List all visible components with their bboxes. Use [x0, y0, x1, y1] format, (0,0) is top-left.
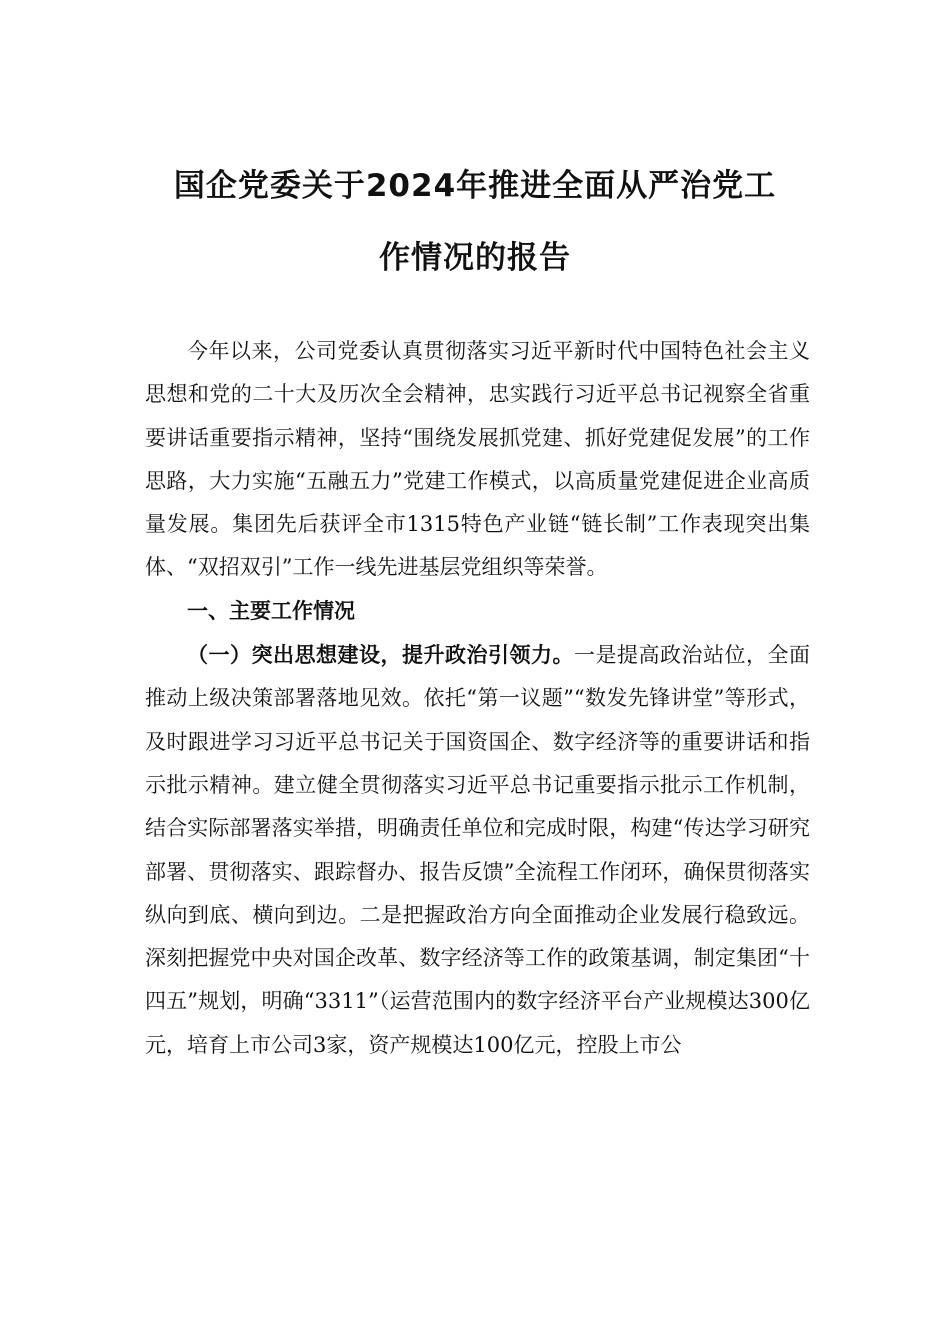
document-title-line-1: 国企党委关于2024年推进全面从严治党工	[173, 168, 777, 204]
subsection-paragraph-ideological-building	[145, 633, 810, 1067]
intro-paragraph: 今年以来，公司党委认真贯彻落实习近平新时代中国特色社会主义思想和党的二十大及历次全会精神，忠实践行习近平总书记视察全省重要讲话重要指示精神，坚持“围绕发展抓党建、抓好党建促发展”的工作思路，大力实施“五融五力”党建工作模式，以高质量党建促进企业高质量发展。集团先后获评全市1315特色产业链“链长制”工作表现突出集体、“双招双引”工作一线先进基层党组织等荣誉。	[145, 339, 810, 580]
section-heading-main-work: 一、主要工作情况	[187, 598, 355, 623]
document-title	[130, 150, 820, 294]
subsection-body-text: 一是提高政治站位，全面推动上级决策部署落地见效。依托“第一议题”“数发先锋讲堂”等形式，及时跟进学习习近平总书记关于国资国企、数字经济等的重要讲话和指示批示精神。建立健全贯彻落实习近平总书记重要指示批示工作机制，结合实际部署落实举措，明确责任单位和完成时限，构建“传达学习研究部署、贯彻落实、跟踪督办、报告反馈”全流程工作闭环，确保贯彻落实纵向到底、横向到边。二是把握政治方向全面推动企业发展行稳致远。深刻把握党中央对国企改革、数字经济等工作的政策基调，制定集团“十四五”规划，明确“3311”（运营范围内的数字经济平台产业规模达300亿元，培育上市公司3家，资产规模达100亿元，控股上市公	[145, 643, 810, 1057]
subsection-lead-heading: （一）突出思想建设，提升政治引领力。	[187, 642, 574, 668]
document-body	[145, 330, 810, 1067]
document-title-line-2: 作情况的报告	[379, 240, 571, 276]
